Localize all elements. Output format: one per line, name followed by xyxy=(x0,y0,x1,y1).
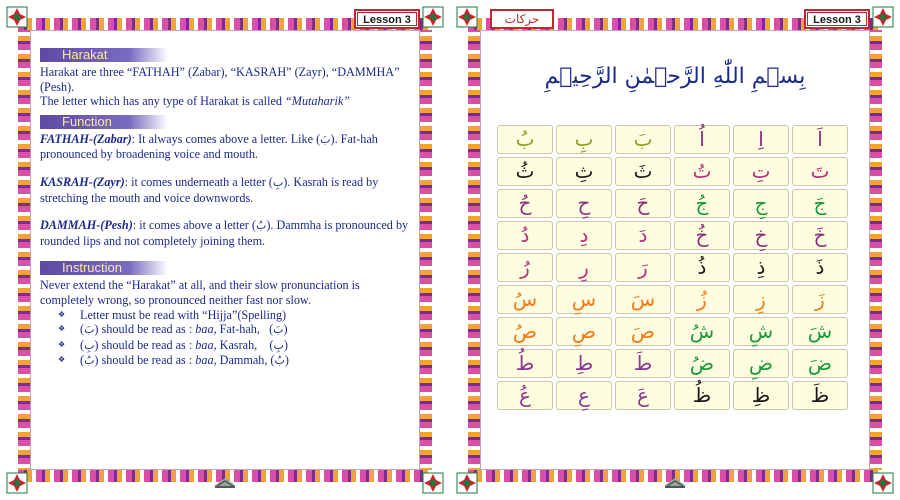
harakat-paragraph: Harakat are three “FATHAH” (Zabar), “KASRAH” (Zayr), “DAMMHA” (Pesh). The letter which has any type of Harakat is called “Mutaharik” xyxy=(40,65,400,109)
lesson-label: Lesson 3 xyxy=(354,9,420,29)
letter-cell[interactable]: جَ xyxy=(792,189,848,218)
letter-cell[interactable]: ضِ xyxy=(733,349,789,378)
instruction-list xyxy=(40,308,415,369)
corner-ornament-icon xyxy=(6,472,28,494)
letter-cell[interactable]: رِ xyxy=(556,253,612,282)
letter-cell[interactable]: خِ xyxy=(733,221,789,250)
lesson-label: Lesson 3 xyxy=(804,9,870,29)
section-heading-instruction: Instruction xyxy=(40,261,168,275)
letter-cell[interactable]: زُ xyxy=(674,285,730,314)
letter-cell[interactable]: بُ xyxy=(497,125,553,154)
book-stand-icon xyxy=(663,474,687,488)
letter-cell[interactable]: ثُ xyxy=(497,157,553,186)
list-item: ❖ (بِ) should be read as : baa, Kasrah, (بِ) xyxy=(58,338,415,354)
letter-cell[interactable]: ذَ xyxy=(792,253,848,282)
letter-cell[interactable]: زِ xyxy=(733,285,789,314)
letter-cell[interactable]: صُ xyxy=(497,317,553,346)
letter-cell[interactable]: طُ xyxy=(497,349,553,378)
letter-cell[interactable]: دِ xyxy=(556,221,612,250)
letter-cell[interactable]: ثَ xyxy=(615,157,671,186)
letter-cell[interactable]: جِ xyxy=(733,189,789,218)
letter-cell[interactable]: تَ xyxy=(792,157,848,186)
list-item: ❖ (بُ) should be read as : baa, Dammah, (بُ) xyxy=(58,353,415,369)
letter-cell[interactable]: ذُ xyxy=(674,253,730,282)
instruction-paragraph: Never extend the “Harakat” at all, and their slow pronunciation is completely wrong, so pronounced neither fast nor slow. xyxy=(40,278,360,307)
letter-cell[interactable]: زَ xyxy=(792,285,848,314)
letter-cell[interactable]: اِ xyxy=(733,125,789,154)
letter-cell[interactable]: جُ xyxy=(674,189,730,218)
letter-cell[interactable]: اَ xyxy=(792,125,848,154)
section-heading-harakat: Harakat xyxy=(40,48,168,62)
letter-cell[interactable]: ظُ xyxy=(674,381,730,410)
list-item: ❖ Letter must be read with “Hijja”(Spelling) xyxy=(58,308,415,323)
letter-cell[interactable]: شُ xyxy=(674,317,730,346)
letter-cell[interactable]: ضَ xyxy=(792,349,848,378)
letter-cell[interactable]: بَ xyxy=(615,125,671,154)
letter-cell[interactable]: تُ xyxy=(674,157,730,186)
letter-cell[interactable]: خُ xyxy=(674,221,730,250)
letter-cell[interactable]: اُ xyxy=(674,125,730,154)
book-stand-icon xyxy=(213,474,237,488)
letter-cell[interactable]: طَ xyxy=(615,349,671,378)
letter-cell[interactable]: رَ xyxy=(615,253,671,282)
lesson-title-tag: حركات xyxy=(490,9,554,29)
letter-cell[interactable]: سَ xyxy=(615,285,671,314)
letter-cell[interactable]: رُ xyxy=(497,253,553,282)
corner-ornament-icon xyxy=(456,472,478,494)
kasrah-paragraph: KASRAH-(Zayr): it comes underneath a letter (بِ). Kasrah is read by stretching the mouth and voice downwords. xyxy=(40,174,379,205)
corner-ornament-icon xyxy=(422,6,444,28)
letter-cell[interactable]: تِ xyxy=(733,157,789,186)
letter-cell[interactable]: بِ xyxy=(556,125,612,154)
harakat-letter-grid xyxy=(497,125,852,410)
letter-cell[interactable]: طِ xyxy=(556,349,612,378)
letter-cell[interactable]: حَ xyxy=(615,189,671,218)
letter-cell[interactable]: دُ xyxy=(497,221,553,250)
letter-cell[interactable]: شَ xyxy=(792,317,848,346)
letter-cell[interactable]: صِ xyxy=(556,317,612,346)
dammah-paragraph: DAMMAH-(Pesh): it comes above a letter (بُ). Dammha is pronounced by rounded lips and not completely joining them. xyxy=(40,218,409,248)
letter-cell[interactable]: شِ xyxy=(733,317,789,346)
letter-cell[interactable]: ظِ xyxy=(733,381,789,410)
fathah-paragraph: FATHAH-(Zabar): It always comes above a letter. Like (بَ). Fat-hah pronounced by broadening voice and mouth. xyxy=(40,131,378,162)
letter-cell[interactable]: ضُ xyxy=(674,349,730,378)
corner-ornament-icon xyxy=(872,472,894,494)
letter-cell[interactable]: سِ xyxy=(556,285,612,314)
letter-cell[interactable]: ذِ xyxy=(733,253,789,282)
lesson-content xyxy=(40,46,415,369)
letter-cell[interactable]: عُ xyxy=(497,381,553,410)
letter-cell[interactable]: عَ xyxy=(615,381,671,410)
letter-cell[interactable]: ثِ xyxy=(556,157,612,186)
corner-ornament-icon xyxy=(6,6,28,28)
letter-cell[interactable]: حِ xyxy=(556,189,612,218)
bismillah-heading: بِسۡمِ اللّٰهِ الرَّحۡمٰنِ الرَّحِیۡمِ xyxy=(544,64,806,89)
corner-ornament-icon xyxy=(872,6,894,28)
list-item: ❖ (بَ) should be read as : baa, Fat-hah, (بَ) xyxy=(58,322,415,338)
letter-cell[interactable]: سُ xyxy=(497,285,553,314)
letter-cell[interactable]: صَ xyxy=(615,317,671,346)
letter-cell[interactable]: حُ xyxy=(497,189,553,218)
letter-cell[interactable]: دَ xyxy=(615,221,671,250)
corner-ornament-icon xyxy=(422,472,444,494)
corner-ornament-icon xyxy=(456,6,478,28)
section-heading-function: Function xyxy=(40,115,168,129)
letter-cell[interactable]: عِ xyxy=(556,381,612,410)
letter-cell[interactable]: خَ xyxy=(792,221,848,250)
letter-cell[interactable]: ظَ xyxy=(792,381,848,410)
